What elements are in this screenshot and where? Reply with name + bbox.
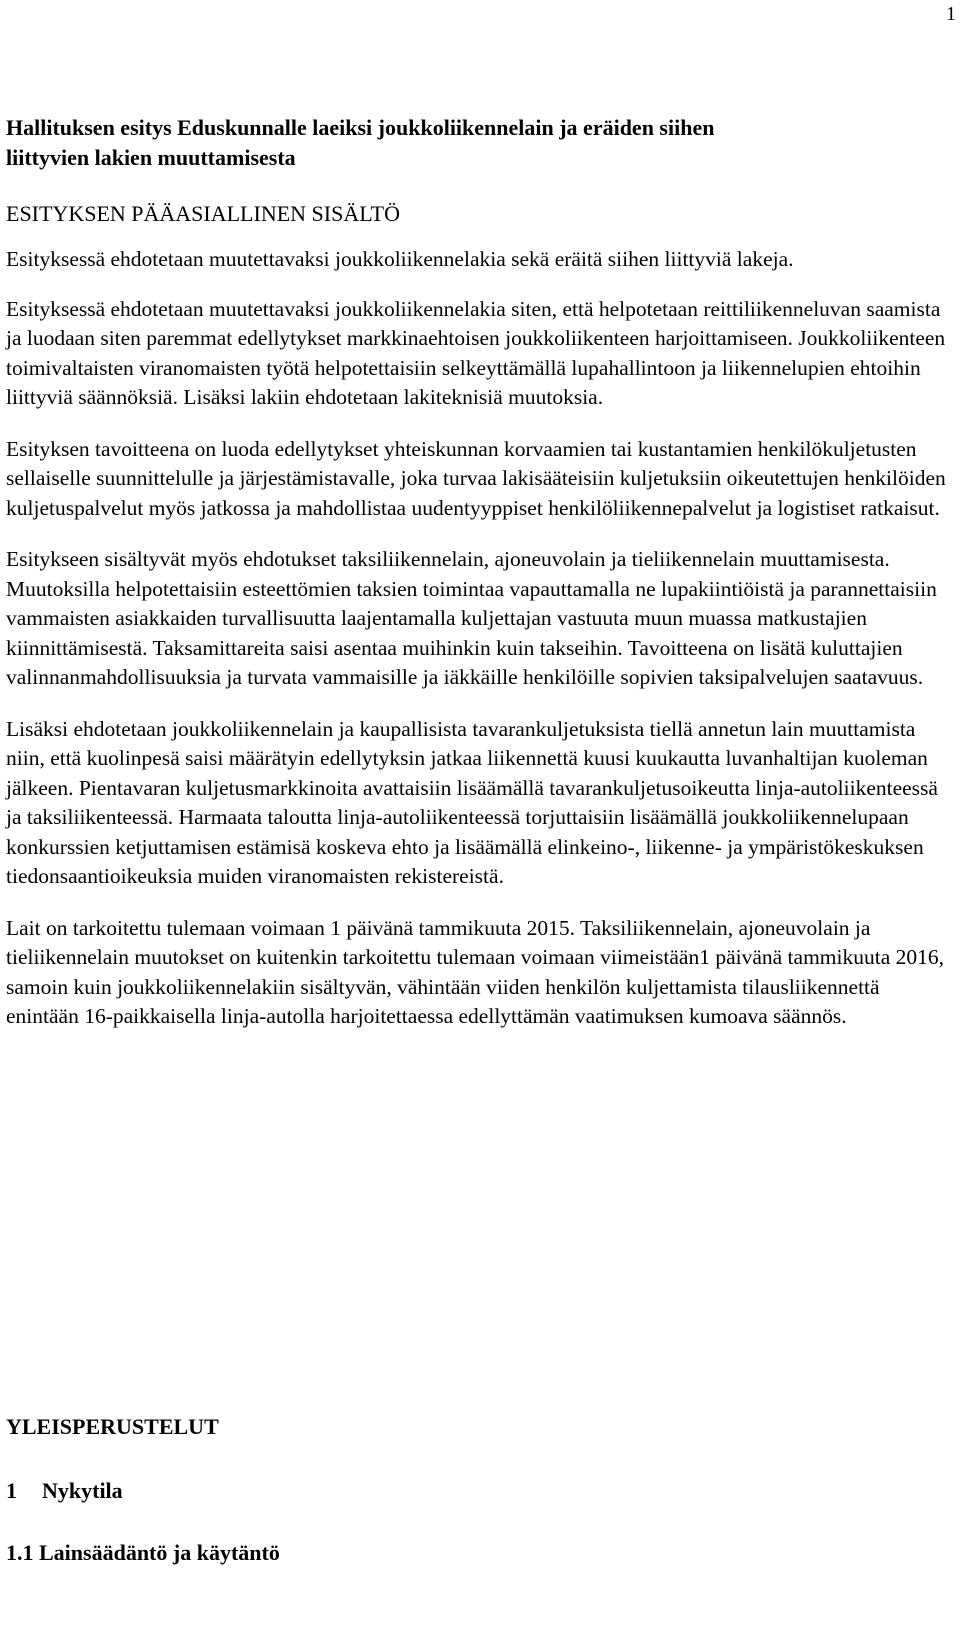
summary-paragraph-2: Esityksessä ehdotetaan muutettavaksi joukkoliikennelakia siten, että helpotetaan reittiliikenneluvan saamista ja luodaan siten paremmat edellytykset markkinaehtoisen joukkoliikenteen harjoittamiseen. Joukkoliikenteen toimivaltaisten viranomaisten työtä helpotettaisiin selkeyttämällä lupahallintoon ja liikennelupien ehtoihin liittyviä säännöksiä. Lisäksi lakiin ehdotetaan lakiteknisiä muutoksia. xyxy=(6,296,946,409)
subsection-number: 1.1 xyxy=(6,1540,34,1565)
page-number: 1 xyxy=(946,3,956,25)
section-heading-current-state xyxy=(6,1476,123,1506)
summary-paragraph-5: Lisäksi ehdotetaan joukkoliikennelain ja kaupallisista tavarankuljetuksista tiellä annetun lain muuttamista niin, että kuolinpesä saisi määrätyin edellytyksin jatkaa liikennettä kuusi kuukautta luvanhaltijan kuoleman jälkeen. Pientavaran kuljetusmarkkinoita avattaisiin lisäämällä tavarankuljetusoikeutta linja-autoliikenteessä ja taksiliikenteessä. Harmaata taloutta linja-autoliikenteessä torjuttaisiin lisäämällä joukkoliikennelupaan konkurssien ketjuttamisen estämisä koskeva ehto ja lisäämällä elinkeino-, liikenne- ja ympäristökeskuksen tiedonsaantioikeuksia muiden viranomaisten rekistereistä. xyxy=(6,716,938,888)
general-rationale-heading: YLEISPERUSTELUT xyxy=(6,1414,219,1439)
document-body xyxy=(6,113,956,1032)
section-title: Nykytila xyxy=(42,1478,123,1503)
document-title-line-1: Hallituksen esitys Eduskunnalle laeiksi joukkoliikennelain ja eräiden siihen xyxy=(6,115,715,140)
summary-heading: ESITYKSEN PÄÄASIALLINEN SISÄLTÖ xyxy=(6,201,400,226)
summary-paragraph-4: Esitykseen sisältyvät myös ehdotukset taksiliikennelain, ajoneuvolain ja tieliikennelain muuttamisesta. Muutoksilla helpotettaisiin esteettömien taksien toimintaa vapauttamalla ne lupakiintiöistä ja parannettaisiin vammaisten asiakkaiden turvallisuutta laajentamalla kuljettajan vastuuta muun muassa matkustajien kiinnittämisestä. Taksamittareita saisi asentaa muihinkin kuin takseihin. Tavoitteena on lisätä kuluttajien valinnanmahdollisuuksia ja turvata vammaisille ja iäkkäille henkilöille sopivien taksipalvelujen saatavuus. xyxy=(6,547,937,689)
summary-paragraph-6: Lait on tarkoitettu tulemaan voimaan 1 päivänä tammikuuta 2015. Taksiliikennelain, ajoneuvolain ja tieliikennelain muutokset on kuitenkin tarkoitettu tulemaan voimaan viimeistään1 päivänä tammikuuta 2016, samoin kuin joukkoliikennelakiin sisältyvän, vähintään viiden henkilön kuljettamista tilausliikennettä enintään 16-paikkaisella linja-autolla harjoitettaessa edellyttämän vaatimuksen kumoava säännös. xyxy=(6,915,945,1028)
document-title-line-2: liittyvien lakien muuttamisesta xyxy=(6,145,296,170)
document-title xyxy=(6,113,956,173)
summary-paragraph-1: Esityksessä ehdotetaan muutettavaksi joukkoliikennelakia sekä eräitä siihen liittyviä lakeja. xyxy=(6,247,794,271)
subsection-heading-legislation xyxy=(6,1538,280,1568)
subsection-title: Lainsäädäntö ja käytäntö xyxy=(39,1540,280,1565)
section-number: 1 xyxy=(6,1478,17,1503)
summary-paragraph-3: Esityksen tavoitteena on luoda edellytykset yhteiskunnan korvaamien tai kustantamien henkilökuljetusten sellaiselle suunnittelulle ja järjestämistavalle, joka turvaa lakisääteisiin kuljetuksiin oikeutettujen henkilöiden kuljetuspalvelut myös jatkossa ja mahdollistaa uudentyyppiset henkilöliikennepalvelut ja logistiset ratkaisut. xyxy=(6,436,946,520)
